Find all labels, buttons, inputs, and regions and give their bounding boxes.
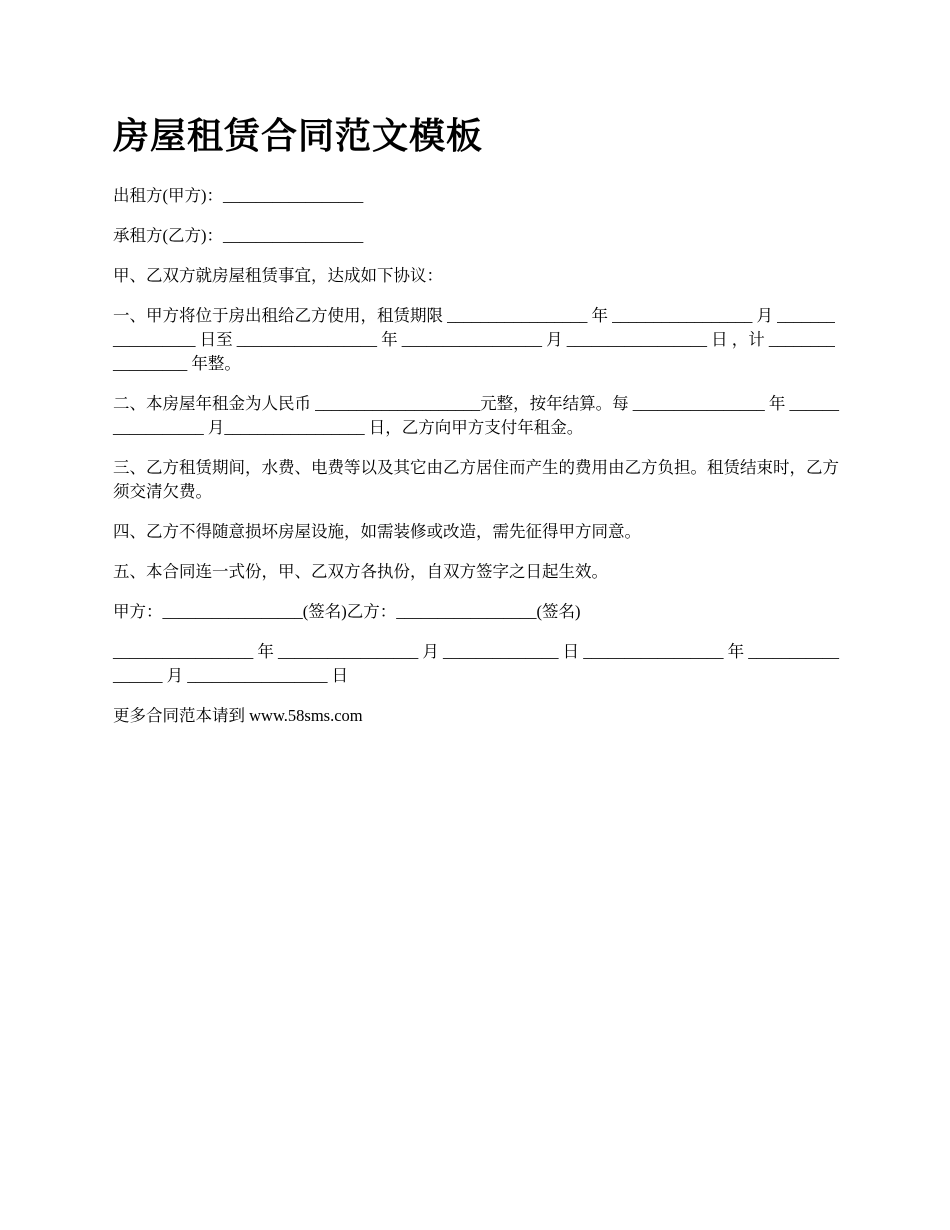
lessor-line: 出租方(甲方)：_________________: [113, 186, 364, 205]
clause-2-rent: 二、本房屋年租金为人民币 ____________________元整，按年结算。每 ________________ 年 _________________ 月_________________ 日，乙方向甲方支付年租金。: [113, 394, 839, 437]
document-page: [113, 110, 840, 744]
footer-more-templates: 更多合同范本请到 www.58sms.com: [113, 706, 363, 725]
clause-4-facilities: 四、乙方不得随意损坏房屋设施，如需装修或改造，需先征得甲方同意。: [113, 522, 641, 541]
lessee-line: 承租方(乙方)：_________________: [113, 226, 364, 245]
clause-1-lease-term: 一、甲方将位于房出租给乙方使用，租赁期限 _________________ 年 _________________ 月 _________________ 日至 _________________ 年 _________________ 月 _________________ 日 ，计 _________________ 年整。: [113, 306, 835, 373]
agreement-intro: 甲、乙双方就房屋租赁事宜，达成如下协议：: [113, 266, 443, 285]
document-title: 房屋租赁合同范文模板: [113, 116, 484, 156]
signature-line: 甲方：_________________(签名)乙方：_________________(签名): [113, 602, 581, 621]
signature-date-line: _________________ 年 _________________ 月 ______________ 日 _________________ 年 _________________ 月 _________________ 日: [113, 642, 839, 685]
clause-5-effect: 五、本合同连一式份，甲、乙双方各执份，自双方签字之日起生效。: [113, 562, 608, 581]
clause-3-utilities: 三、乙方租赁期间，水费、电费等以及其它由乙方居住而产生的费用由乙方负担。租赁结束时，乙方须交清欠费。: [113, 458, 839, 501]
